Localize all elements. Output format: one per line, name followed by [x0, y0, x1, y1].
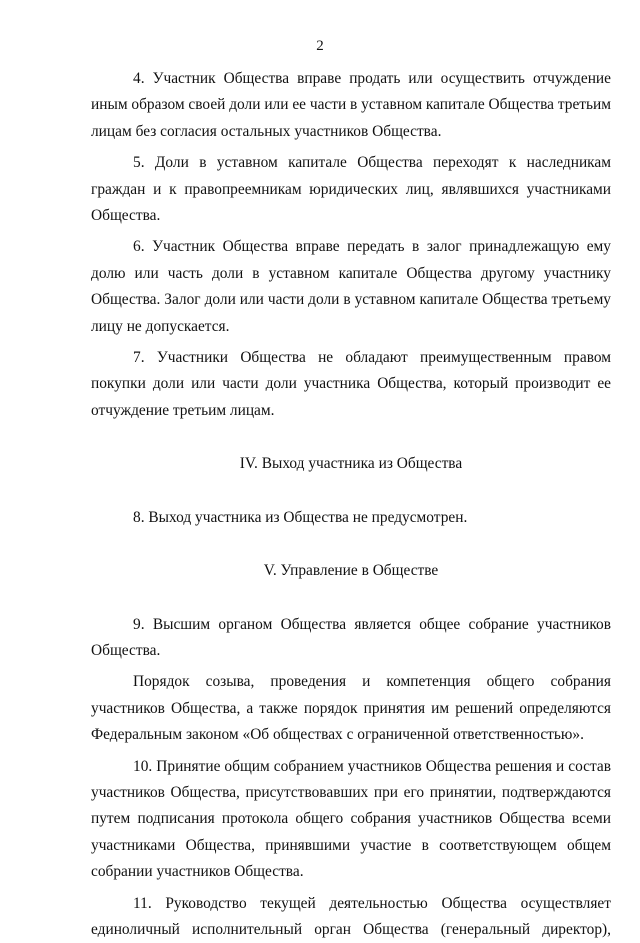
paragraph-11: 11. Руководство текущей деятельностью Общества осуществляет единоличный исполнительный орган Общества (генеральный директор),: [91, 894, 611, 938]
paragraph-9: 9. Высшим органом Общества является общее собрание участников Общества.: [91, 615, 611, 659]
paragraph-9-procedure: Порядок созыва, проведения и компетенция общего собрания участников Общества, а также порядок принятия им решений определяются Федеральным законом «Об обществах с ограниченной ответственностью».: [91, 673, 611, 744]
paragraph-6: 6. Участник Общества вправе передать в залог принадлежащую ему долю или часть доли в уставном капитале Общества другому участнику Общества. Залог доли или части доли в уставном капитале Общества третьему лицу не допускается.: [91, 238, 611, 335]
paragraph-4: 4. Участник Общества вправе продать или осуществить отчуждение иным образом своей доли или ее части в уставном капитале Общества третьим лицам без согласия остальных участников Общества.: [91, 70, 611, 140]
paragraph-8: 8. Выход участника из Общества не предусмотрен.: [133, 508, 468, 526]
paragraph-7: 7. Участники Общества не обладают преимущественным правом покупки доли или части доли участника Общества, который производит ее отчуждение третьим лицам.: [91, 349, 611, 419]
page-number: 2: [316, 38, 324, 54]
paragraph-5: 5. Доли в уставном капитале Общества переходят к наследникам граждан и к правопреемникам юридических лиц, являвшихся участниками Общества.: [91, 154, 611, 225]
section-iv-heading: IV. Выход участника из Общества: [239, 455, 463, 473]
paragraph-10: 10. Принятие общим собранием участников Общества решения и состав участников Общества, присутствовавших при его принятии, подтверждаются путем подписания протокола общего собрания участников Общества всеми участниками Общества, принявшими участие в соответствующем общем собрании участников Общества.: [91, 757, 611, 881]
section-v-heading: V. Управление в Обществе: [263, 562, 439, 580]
document-body: [91, 66, 611, 943]
